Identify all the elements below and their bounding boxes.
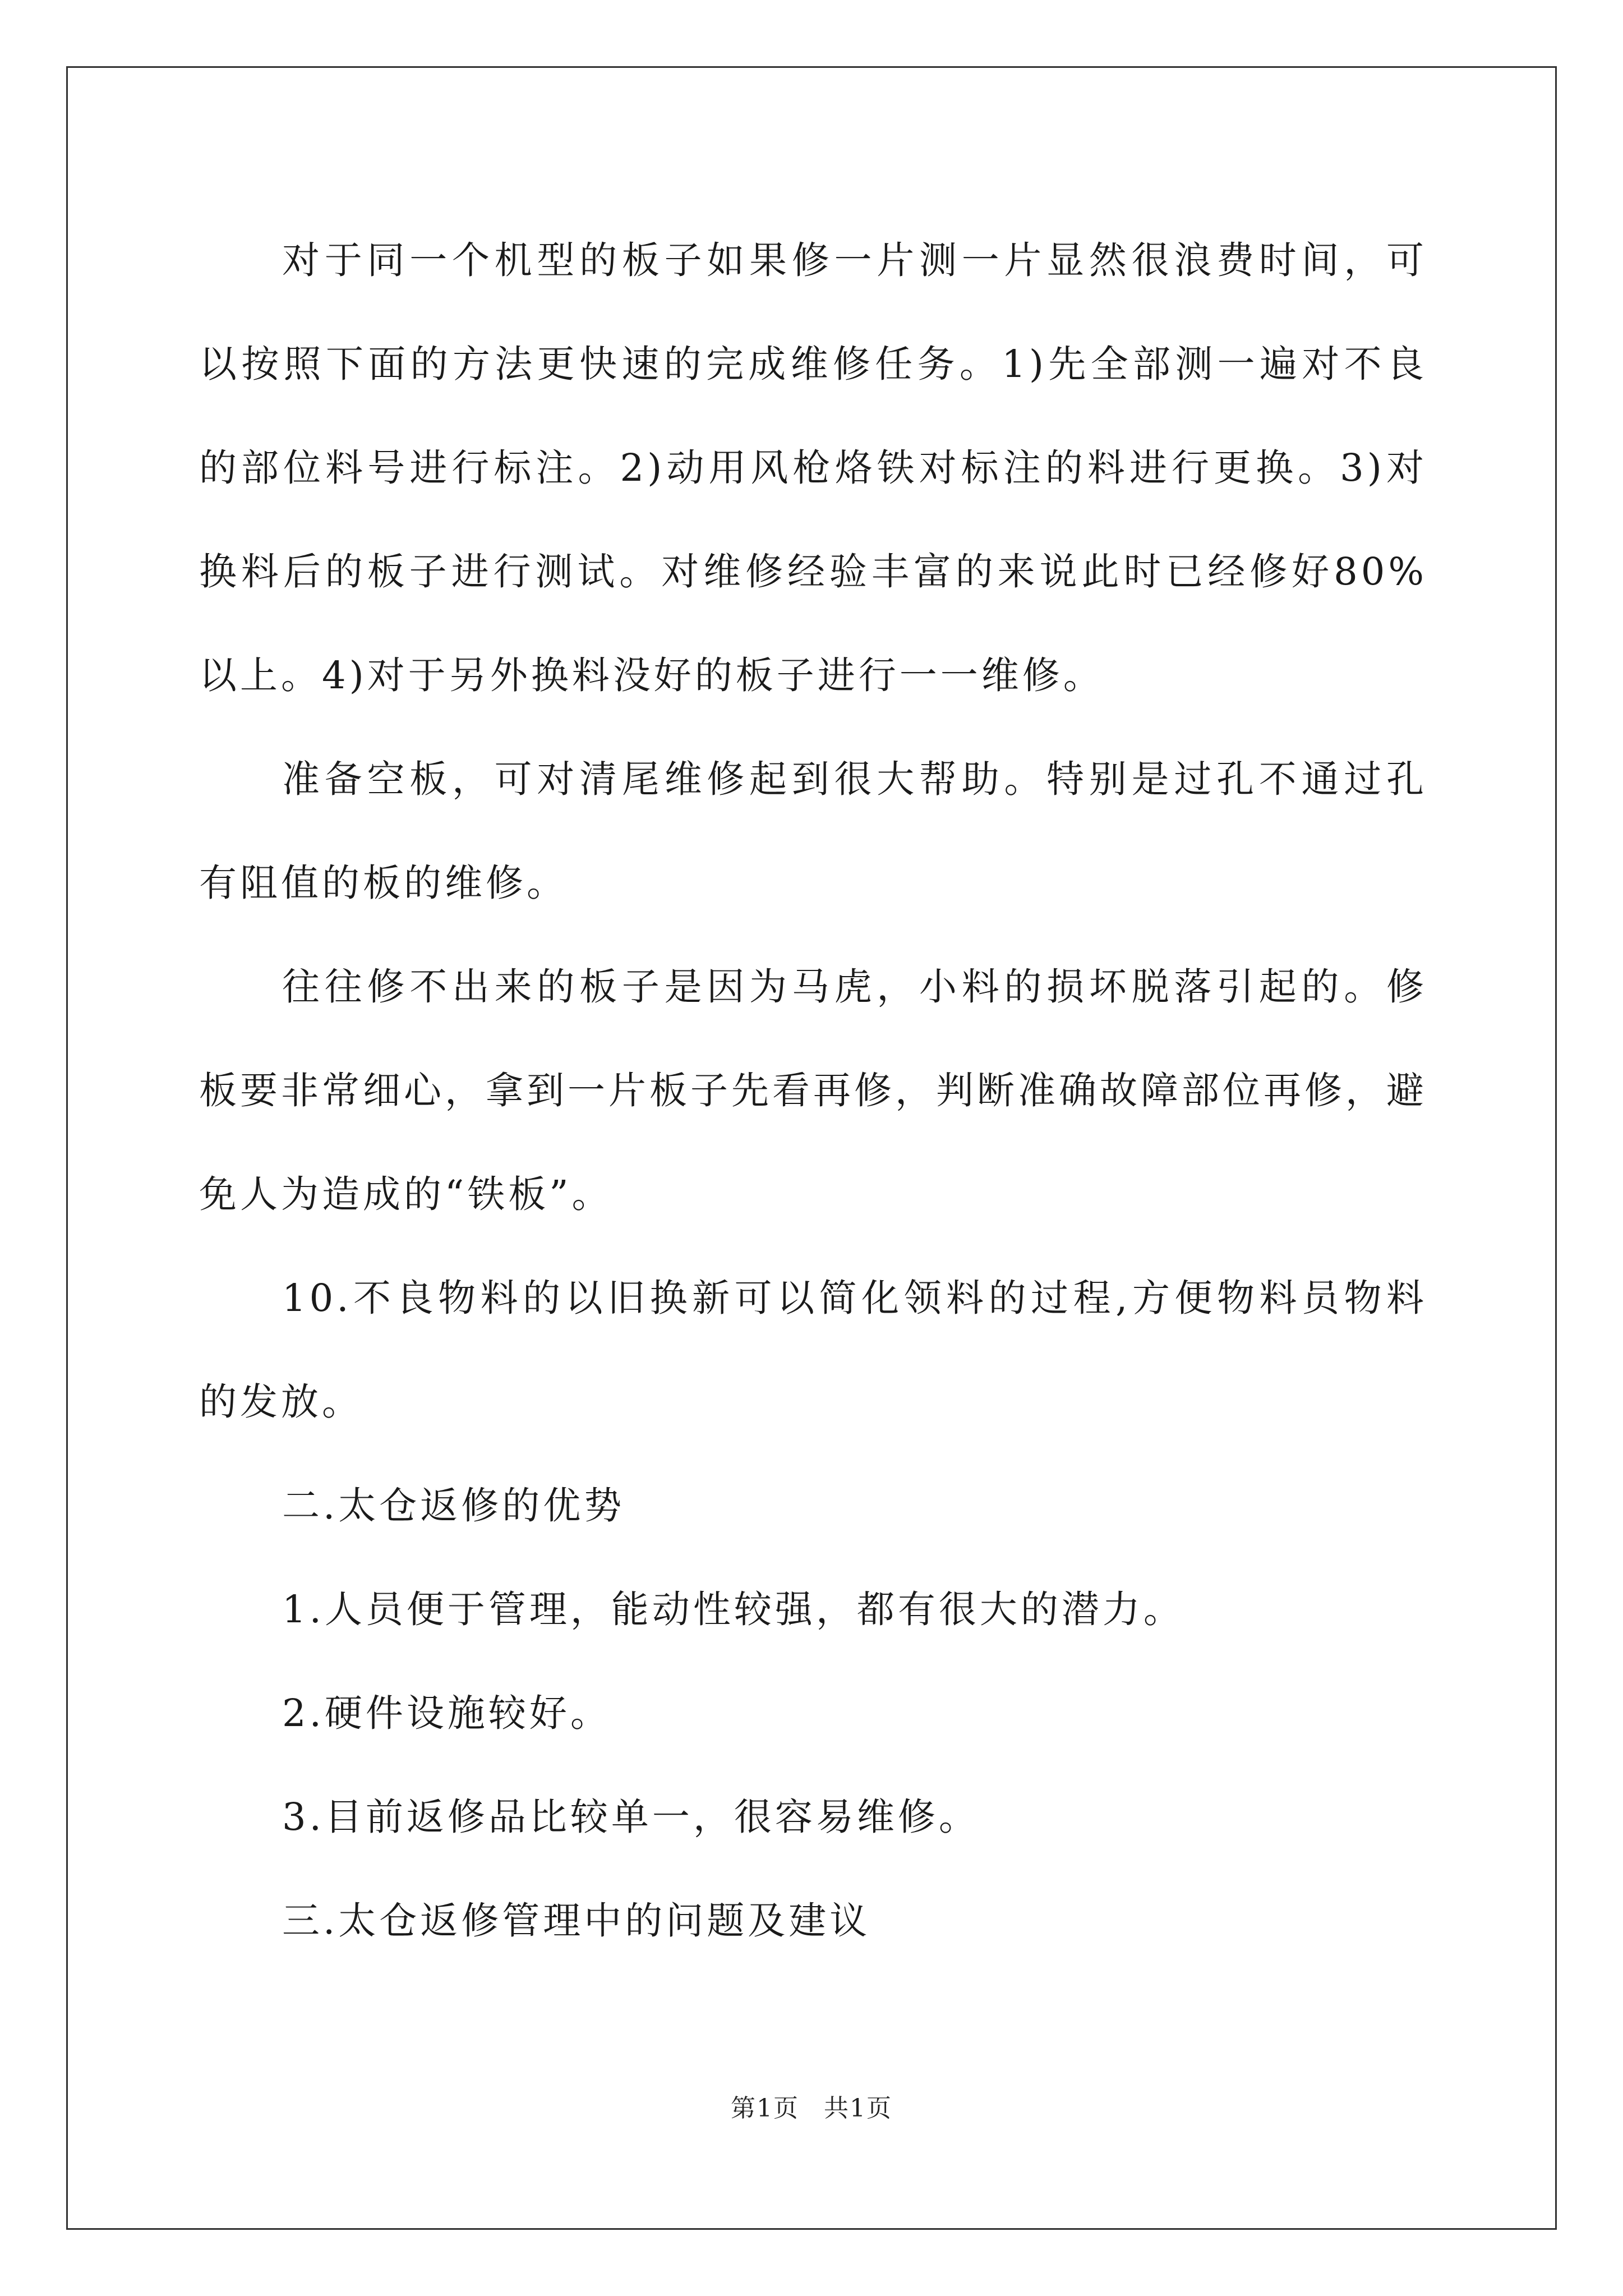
paragraph-spare-board: 准备空板，可对清尾维修起到很大帮助。特别是过孔不通过孔有阻值的板的维修。 (199, 757, 1427, 905)
paragraph-material-exchange: 10.不良物料的以旧换新可以简化领料的过程,方便物料员物料的发放。 (199, 1276, 1427, 1424)
document-body (199, 209, 1427, 1973)
list-item-advantage-1: 1.人员便于管理，能动性较强，都有很大的潜力。 (282, 1588, 1184, 1631)
list-item-advantage-2: 2.硬件设施较好。 (282, 1691, 611, 1735)
section-heading-advantages: 二.太仓返修的优势 (282, 1484, 625, 1527)
page-footer (0, 2088, 1623, 2124)
page-total: 共1页 (824, 2094, 892, 2123)
section-heading-problems: 三.太仓返修管理中的问题及建议 (282, 1899, 871, 1943)
page-number: 第1页 (731, 2094, 799, 2123)
list-item-advantage-3: 3.目前返修品比较单一，很容易维修。 (282, 1795, 980, 1839)
paragraph-batch-repair-method: 对于同一个机型的板子如果修一片测一片显然很浪费时间，可以按照下面的方法更快速的完成维修任务。1)先全部测一遍对不良的部位料号进行标注。2)动用风枪烙铁对标注的料进行更换。3)对换料后的板子进行测试。对维修经验丰富的来说此时已经修好80%以上。4)对于另外换料没好的板子进行一一维修。 (199, 238, 1427, 697)
paragraph-careful-repair: 往往修不出来的板子是因为马虎，小料的损坏脱落引起的。修板要非常细心，拿到一片板子先看再修，判断准确故障部位再修，避免人为造成的“铁板”。 (199, 965, 1427, 1216)
